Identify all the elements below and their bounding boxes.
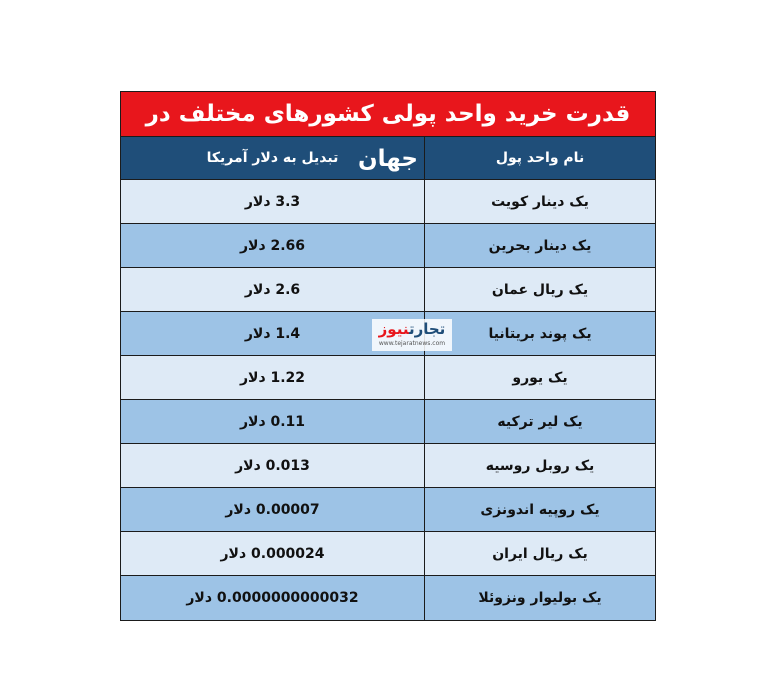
row-value: 2.6 دلار (244, 281, 301, 298)
row-unit: یک روبل روسیه (424, 444, 655, 487)
table-row (121, 224, 655, 268)
table-row (121, 576, 655, 620)
row-value: 0.013 دلار (235, 457, 310, 474)
table-row (121, 532, 655, 576)
row-unit: یک لیر ترکیه (424, 400, 655, 443)
row-unit: یک دینار کویت (424, 180, 655, 223)
row-unit: یک روپیه اندونزی (424, 488, 655, 531)
table-row (121, 356, 655, 400)
row-value: 0.11 دلار (239, 413, 306, 430)
row-value: 0.0000000000032 دلار (186, 590, 359, 606)
row-value: 0.00007 دلار (225, 501, 320, 518)
table-row (121, 488, 655, 532)
row-value: 1.22 دلار (239, 369, 306, 386)
table-header-row (121, 137, 655, 180)
row-unit: یک بولیوار ونزوئلا (424, 576, 655, 620)
row-unit: یک ریال ایران (424, 532, 655, 575)
row-unit: یک پوند بریتانیا (424, 312, 655, 355)
currency-table (120, 91, 656, 621)
row-value: 2.66 دلار (239, 237, 306, 254)
table-row (121, 180, 655, 224)
watermark-logo-text (372, 319, 452, 339)
watermark-logo-part2: نیوز (378, 320, 409, 338)
row-unit: یک دینار بحرین (424, 224, 655, 267)
row-value: 1.4 دلار (244, 325, 301, 342)
row-unit: یک یورو (424, 356, 655, 399)
row-value: 0.000024 دلار (220, 545, 325, 562)
row-value: 3.3 دلار (244, 193, 301, 210)
table-row (121, 268, 655, 312)
watermark-logo (372, 319, 452, 351)
row-unit: یک ریال عمان (424, 268, 655, 311)
table-title: قدرت خرید واحد پولی کشورهای مختلف در جهان (121, 92, 655, 137)
header-unit: نام واحد پول (424, 137, 655, 179)
header-value: تبدیل به دلار آمریکا (206, 150, 339, 166)
watermark-logo-part1: تجارت (408, 320, 446, 338)
table-row (121, 400, 655, 444)
table-row (121, 444, 655, 488)
watermark-url: www.tejaratnews.com (378, 340, 446, 347)
